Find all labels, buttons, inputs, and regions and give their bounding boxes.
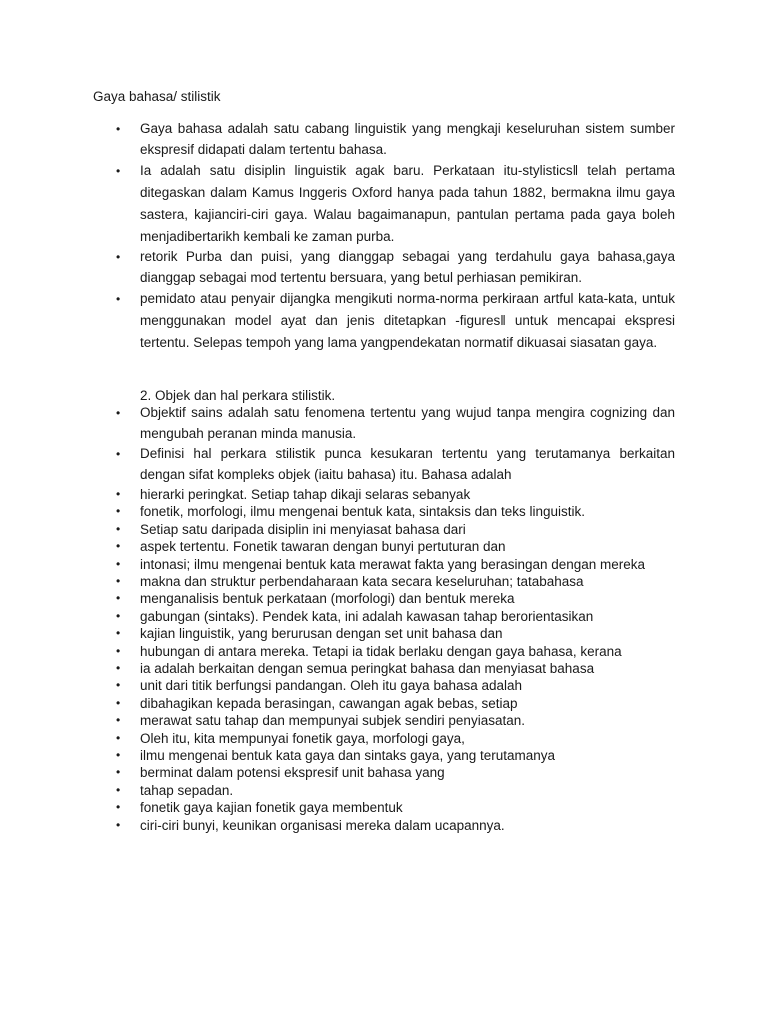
bullet-icon: • [116,539,121,554]
bullet-icon: • [116,164,121,178]
list-item-text: ilmu mengenai bentuk kata gaya dan sintaks gaya, yang terutamanya [140,748,556,763]
list-item [116,747,675,764]
list-item [116,712,675,729]
list-item-text: merawat satu tahap dan mempunyai subjek sendiri penyiasatan. [140,713,525,729]
bullet-icon: • [116,122,121,136]
bullet-icon: • [116,406,121,420]
bullet-icon: • [116,678,121,693]
list-item-text: ciri-ciri bunyi, keunikan organisasi mereka dalam ucapannya. [140,817,505,833]
bullet-icon: • [116,695,121,710]
list-item-text: hubungan di antara mereka. Tetapi ia tidak berlaku dengan gaya bahasa, kerana [140,643,622,659]
list-item [116,444,675,485]
bullet-icon: • [116,730,121,745]
list-item [116,730,675,747]
bullet-icon: • [116,608,121,623]
list-item [116,573,675,590]
document-title: Gaya bahasa/ stilistik [93,89,221,104]
list-item-text: retorik Purba dan puisi, yang dianggap sebagai yang terdahulu gaya bahasa,gaya dianggap sebagai mod tertentu bersuara, yang betul perhiasan pemikiran. [140,249,675,285]
list-item-text: pemidato atau penyair dijangka mengikuti norma-norma perkiraan artful kata-kata, untuk menggunakan model ayat dan jenis ditetapkan -figures‖ untuk mencapai ekspresi tertentu. Selepas tempoh yang lama yangpendekatan normatif dikuasai siasatan gaya. [140,291,675,350]
list-item [116,556,675,573]
list-item-text: Setiap satu daripada disiplin ini menyiasat bahasa dari [140,521,466,537]
list-item-text: makna dan struktur perbendaharaan kata secara keseluruhan; tatabahasa [140,574,584,589]
list-item-text: tahap sepadan. [140,782,234,798]
list-item-text: intonasi; ilmu mengenai bentuk kata merawat fakta yang berasingan dengan mereka [140,556,646,572]
list-item-text: berminat dalam potensi ekspresif unit bahasa yang [140,765,445,781]
list-item [116,486,675,503]
list-item [116,677,675,694]
list-item-text: aspek tertentu. Fonetik tawaran dengan bunyi pertuturan dan [140,539,506,555]
list-item-text: menganalisis bentuk perkataan (morfologi) dan bentuk mereka [140,591,515,607]
list-item [116,608,675,625]
list-item [116,799,675,816]
bullet-icon: • [116,504,121,519]
list-item-text: Gaya bahasa adalah satu cabang linguistik yang mengkaji keseluruhan sistem sumber ekspresif didapati dalam tertentu bahasa. [140,121,675,157]
list-item [116,247,675,288]
list-item-text: fonetik, morfologi, ilmu mengenai bentuk kata, sintaksis dan teks linguistik. [140,504,585,520]
list-item [116,521,675,538]
list-item [116,817,675,834]
list-item [116,119,675,160]
list-item-text: hierarki peringkat. Setiap tahap dikaji selaras sebanyak [140,487,471,502]
bullet-icon: • [116,661,121,675]
list-item [116,625,675,642]
list-item-text: Oleh itu, kita mempunyai fonetik gaya, morfologi gaya, [140,730,465,746]
bullet-icon: • [116,800,121,815]
bullet-icon: • [116,713,121,728]
bullet-icon: • [116,250,121,264]
bullet-icon: • [116,782,121,797]
bullet-icon: • [116,643,121,658]
bullet-icon: • [116,748,121,762]
list-item-text: unit dari titik berfungsi pandangan. Oleh itu gaya bahasa adalah [140,678,523,694]
bullet-icon: • [116,447,121,461]
bullet-icon: • [116,292,121,306]
bullet-icon: • [116,487,121,501]
list-item-text: Definisi hal perkara stilistik punca kesukaran tertentu yang terutamanya berkaitan dengan sifat kompleks objek (iaitu bahasa) itu. Bahasa adalah [140,446,675,482]
bullet-icon: • [116,521,121,536]
bullet-icon: • [116,817,121,832]
list-item [116,538,675,555]
bullet-icon: • [116,556,121,571]
list-item-text: ia adalah berkaitan dengan semua peringkat bahasa dan menyiasat bahasa [140,661,595,676]
list-item-text: Objektif sains adalah satu fenomena tertentu yang wujud tanpa mengira cognizing dan mengubah peranan minda manusia. [140,405,675,441]
list-item [116,695,675,712]
list-item [116,660,675,677]
bullet-icon: • [116,765,121,780]
bullet-icon: • [116,574,121,588]
bullet-icon: • [116,626,121,641]
list-item-text: kajian linguistik, yang berurusan dengan set unit bahasa dan [140,626,503,642]
list-item [116,643,675,660]
list-item-text: gabungan (sintaks). Pendek kata, ini adalah kawasan tahap berorientasikan [140,608,594,624]
list-item [116,590,675,607]
bullet-icon: • [116,591,121,606]
list-item-text: fonetik gaya kajian fonetik gaya membentuk [140,800,403,816]
list-item [116,764,675,781]
list-item [116,782,675,799]
section-heading: 2. Objek dan hal perkara stilistik. [140,388,336,403]
list-item [116,288,675,354]
list-item [116,503,675,520]
list-item [116,160,675,248]
list-item [116,403,675,444]
list-item-text: dibahagikan kepada berasingan, cawangan agak bebas, setiap [140,695,518,711]
list-item-text: Ia adalah satu disiplin linguistik agak baru. Perkataan itu-stylistics‖ telah pertama ditegaskan dalam Kamus Inggeris Oxford hanya pada tahun 1882, bermakna ilmu gaya sastera, kajianciri-ciri gaya. Walau bagaimanapun, pantulan pertama pada gaya boleh menjadibertarikh kembali ke zaman purba. [140,163,675,244]
